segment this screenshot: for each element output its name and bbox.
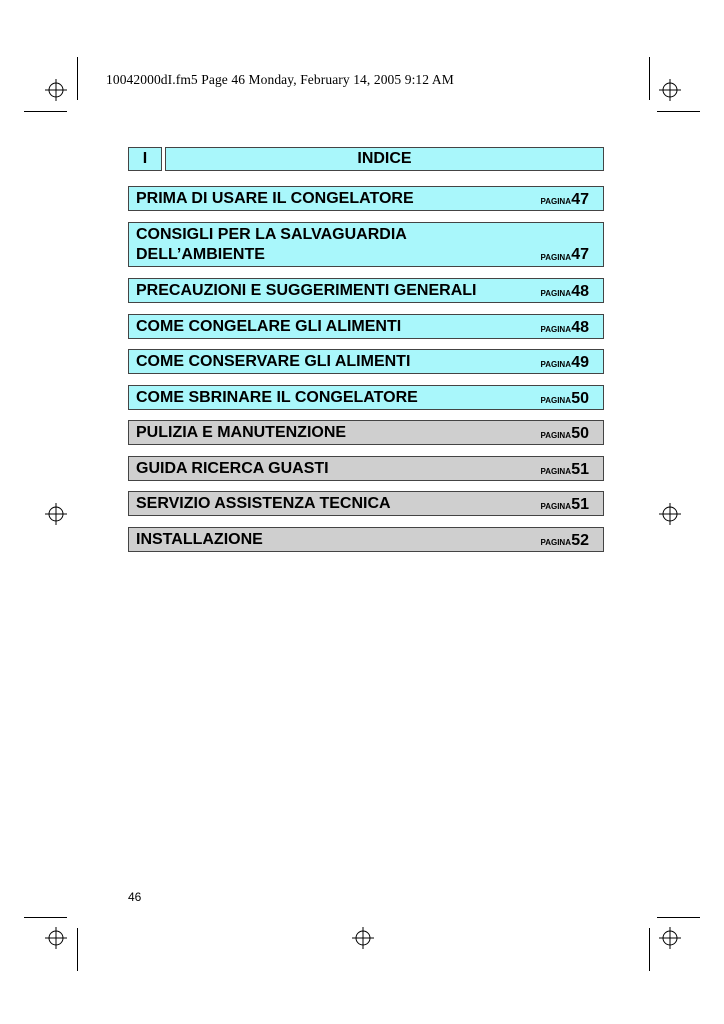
toc-item-assistenza[interactable] [128,491,604,516]
crop-mark [657,111,700,112]
section-letter: I [128,147,162,171]
toc-item-label-line2: DELL’AMBIENTE [136,246,265,263]
toc-page-word: PAGINA [540,431,571,440]
registration-mark-icon [659,503,681,525]
toc-page-word: PAGINA [540,360,571,369]
crop-mark [77,928,78,971]
crop-mark [24,111,67,112]
toc-item-label: COME CONSERVARE GLI ALIMENTI [136,353,411,370]
toc-page-number: 51 [571,461,589,478]
toc-page-word: PAGINA [540,289,571,298]
registration-mark-icon [659,79,681,101]
toc-page-number: 51 [571,496,589,513]
registration-mark-icon [45,79,67,101]
toc-page-number: 52 [571,532,589,549]
registration-mark-icon [45,503,67,525]
toc-page-word: PAGINA [540,197,571,206]
page-number: 46 [128,890,142,904]
toc-item-come-conservare[interactable] [128,349,604,374]
toc-item-pulizia[interactable] [128,420,604,445]
crop-mark [649,928,650,971]
toc-item-precauzioni[interactable] [128,278,604,303]
toc-page-number: 48 [571,283,589,300]
toc-item-label: COME SBRINARE IL CONGELATORE [136,389,418,406]
crop-mark [77,57,78,100]
toc-item-come-sbrinare[interactable] [128,385,604,410]
toc-page-word: PAGINA [540,538,571,547]
toc-page-number: 48 [571,319,589,336]
crop-mark [649,57,650,100]
toc-page-number: 47 [571,246,589,263]
toc-item-prima-di-usare[interactable] [128,186,604,211]
toc-item-label: COME CONGELARE GLI ALIMENTI [136,318,402,335]
toc-item-come-congelare[interactable] [128,314,604,339]
toc-item-label: CONSIGLI PER LA SALVAGUARDIA [136,226,407,243]
toc-item-consigli-ambiente[interactable] [128,222,604,267]
toc-page-number: 47 [571,191,589,208]
registration-mark-icon [352,927,374,949]
toc-item-label: SERVIZIO ASSISTENZA TECNICA [136,495,391,512]
toc-page-word: PAGINA [540,253,571,262]
toc-page-word: PAGINA [540,325,571,334]
toc-page-number: 49 [571,354,589,371]
toc-page-word: PAGINA [540,467,571,476]
toc-item-label: PRECAUZIONI E SUGGERIMENTI GENERALI [136,282,477,299]
registration-mark-icon [659,927,681,949]
toc-page-word: PAGINA [540,502,571,511]
crop-mark [24,917,67,918]
toc-item-label: GUIDA RICERCA GUASTI [136,460,329,477]
toc-page-number: 50 [571,425,589,442]
toc-item-installazione[interactable] [128,527,604,552]
toc-page-word: PAGINA [540,396,571,405]
file-header: 10042000dI.fm5 Page 46 Monday, February 14, 2005 9:12 AM [106,72,454,87]
toc-page-number: 50 [571,390,589,407]
toc-item-guida-guasti[interactable] [128,456,604,481]
toc-item-label: PULIZIA E MANUTENZIONE [136,424,347,441]
page-title: INDICE [165,147,604,171]
toc-item-label: PRIMA DI USARE IL CONGELATORE [136,190,414,207]
crop-mark [657,917,700,918]
registration-mark-icon [45,927,67,949]
toc-item-label: INSTALLAZIONE [136,531,263,548]
